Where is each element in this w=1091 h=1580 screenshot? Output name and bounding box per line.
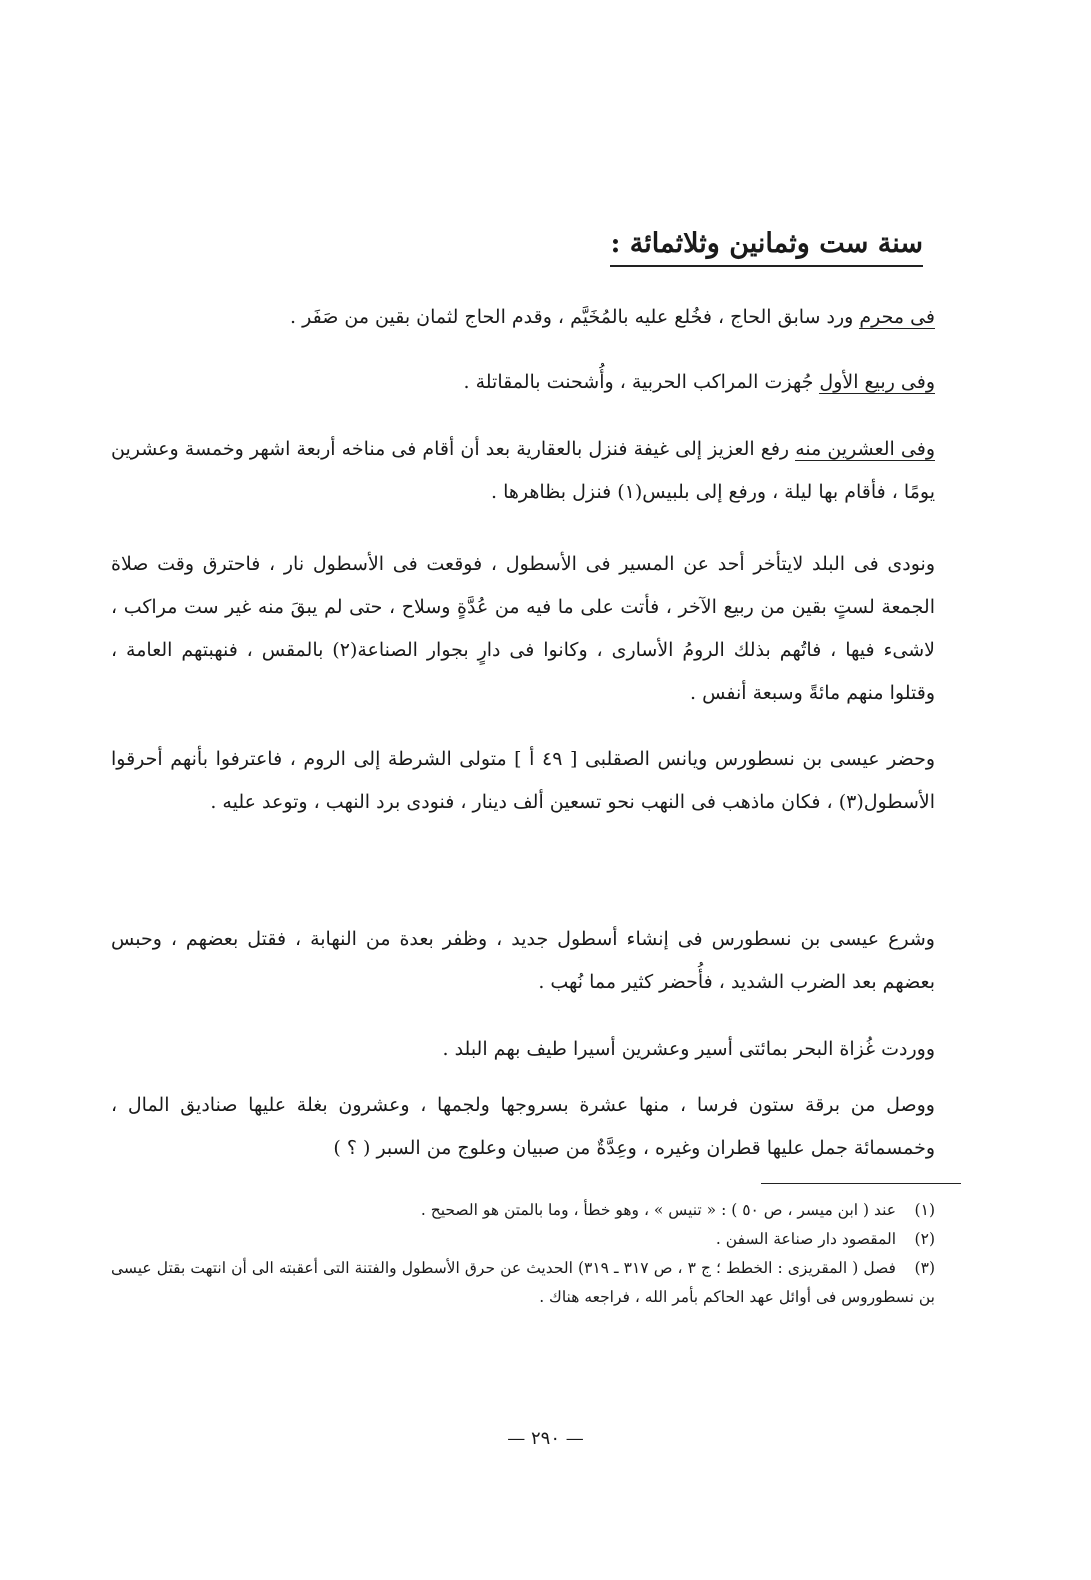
footnote-number: (٣) <box>914 1259 935 1277</box>
paragraph-text: جُهزت المراكب الحربية ، وأُشحنت بالمقاتلة . <box>463 371 820 393</box>
paragraph-text: ونودى فى البلد لايتأخر أحد عن المسير فى الأسطول ، فوقعت فى الأسطول نار ، فاحترق وقت صلاة الجمعة لستٍ بقين من ربيع الآخر ، فأتت على ما فيه من عُدَّةٍ وسلاح ، حتى لم يبقَ منه غير ست مراكب ، لاشىء فيها ، فاتُهم بذلك الرومُ الأسارى ، وكانوا فى دارٍ بجوار الصناعة(٢) بالمقس ، فنهبتهم العامة ، وقتلوا منهم مائةً وسبعة أنفس . <box>111 553 936 704</box>
paragraph-lead: فى محرم <box>859 306 935 328</box>
paragraph-text: ووردت غُزاة البحر بمائتى أسير وعشرين أسيرا طيف بهم البلد . <box>442 1038 935 1060</box>
paragraph-lead: وفى ربيع الأول <box>819 371 935 393</box>
paragraph-text: رفع العزيز إلى غيفة فنزل بالعقارية بعد أن أقام فى مناخه أربعة اشهر وخمسة وعشرين يومًا ، فأقام بها ليلة ، ورفع إلى بلبيس(١) فنزل بظاهرها . <box>111 438 935 503</box>
footnotes <box>111 1196 961 1312</box>
footnote-text: عند ( ابن ميسر ، ص ٥٠ ) : « تنيس » ، وهو خطأ ، وما بالمتن هو الصحيح . <box>420 1201 897 1219</box>
body-paragraph-3 <box>111 428 961 514</box>
footnote-1 <box>111 1196 961 1225</box>
page-number: — ٢٩٠ — <box>507 1428 584 1449</box>
body-paragraph-7 <box>111 1028 961 1071</box>
body-paragraph-8 <box>111 1084 961 1170</box>
body-paragraph-1 <box>111 296 961 339</box>
paragraph-text: وشرع عيسى بن نسطورس فى إنشاء أسطول جديد ، وظفر بعدة من النهابة ، فقتل بعضهم ، وحبس بعضهم بعد الضرب الشديد ، فأُحضر كثير مما نُهب . <box>111 928 935 993</box>
footnote-text: فصل ( المقريزى : الخطط ؛ ج ٣ ، ص ٣١٧ ـ ٣١٩) الحديث عن حرق الأسطول والفتنة التى أعقبته الى أن انتهت بقتل عيسى بن نسطوروس فى أوائل عهد الحاكم بأمر الله ، فراجعه هناك . <box>111 1259 935 1306</box>
paragraph-lead: وفى العشرين منه <box>795 438 935 460</box>
paragraph-text: ورد سابق الحاج ، فخُلع عليه بالمُخَيَّم ، وقدم الحاج لثمان بقين من صَفَر . <box>290 306 860 328</box>
section-heading: سنة ست وثمانين وثلاثمائة : <box>610 228 923 267</box>
body-paragraph-2 <box>111 361 961 404</box>
paragraph-text: وحضر عيسى بن نسطورس ويانس الصقلبى [ ٤٩ أ ] متولى الشرطة إلى الروم ، فاعترفوا بأنهم أحرقوا الأسطول(٣) ، فكان ماذهب فى النهب نحو تسعين ألف دينار ، فنودى برد النهب ، وتوعد عليه . <box>111 748 935 813</box>
footnote-divider <box>761 1183 961 1184</box>
footnote-2 <box>111 1225 961 1254</box>
footnote-number: (١) <box>914 1201 935 1219</box>
body-paragraph-5 <box>111 738 961 824</box>
body-paragraph-6 <box>111 918 961 1004</box>
footnote-text: المقصود دار صناعة السفن . <box>715 1230 897 1248</box>
footnote-number: (٢) <box>914 1230 935 1248</box>
body-paragraph-4 <box>111 543 961 715</box>
paragraph-text: ووصل من برقة ستون فرسا ، منها عشرة بسروجها ولجمها ، وعشرون بغلة عليها صناديق المال ، وخمسمائة جمل عليها قطران وغيره ، وعِدَّةٌ من صبيان وعلوج من السبر ( ؟ ) <box>111 1094 935 1159</box>
footnote-3 <box>111 1254 961 1312</box>
